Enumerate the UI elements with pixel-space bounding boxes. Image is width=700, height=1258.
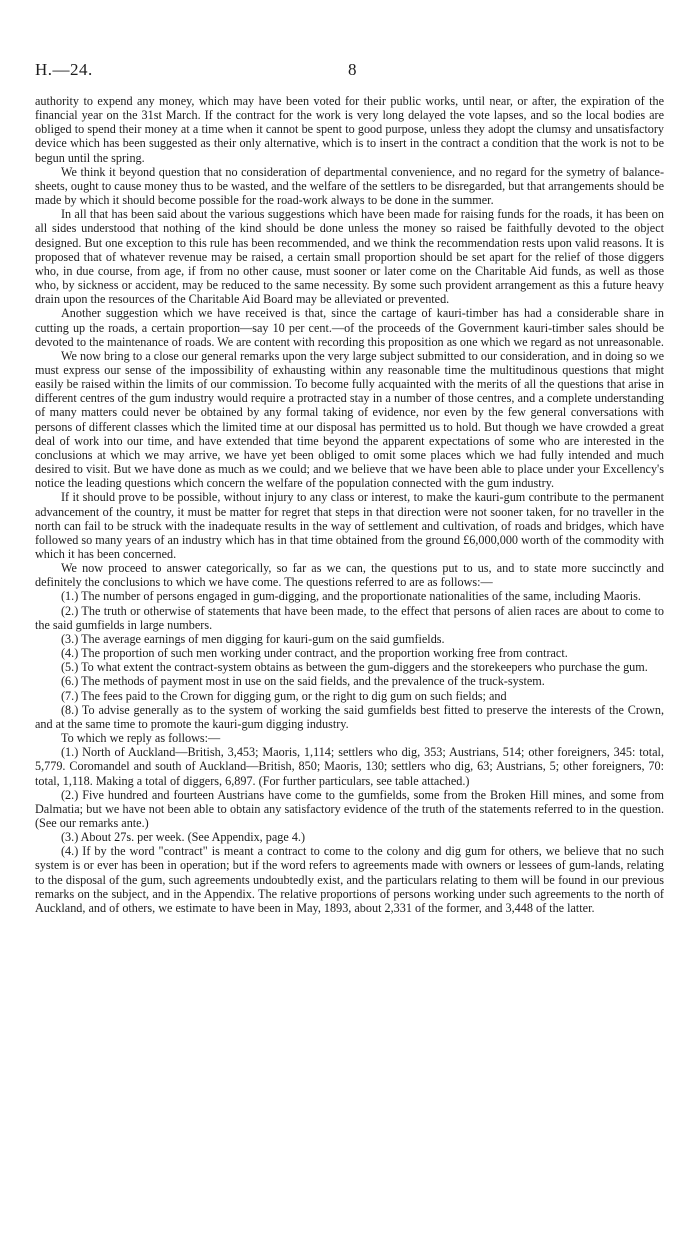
- paragraph: We now bring to a close our general remarks upon the very large subject submitted to our consideration, and in doing so we must express our sense of the impossibility of exhausting within any reasonable time the multitudinous questions that might easily be raised within the limits of our commission. To become fully acquainted with the merits of all the questions that arise in different centres of the gum industry would require a protracted stay in a number of those centres, and a complete understanding of many matters could never be obtained by any formal taking of evidence, nor even by the few general conversations with persons of different classes which the limited time at our disposal has permitted us to hold. But though we have crowded a great deal of work into our time, and have extended that time beyond the apparent expectations of some who are interested in the conclusions at which we may arrive, we have yet been obliged to omit some places which we had fully intended and much desired to visit. But we have done as much as we could; and we believe that we have been able to place under your Excellency's notice the leading questions which concern the welfare of the population connected with the gum industry.: [35, 348, 664, 491]
- paragraph: Another suggestion which we have received is that, since the cartage of kauri-timber has had a considerable share in cutting up the roads, a certain proportion—say 10 per cent.—of the proceeds of the Government kauri-timber sales should be devoted to the maintenance of roads. We are content with recording this proposition as one which we regard as not unreasonable.: [35, 306, 664, 349]
- document-reference: H.—24.: [35, 60, 93, 79]
- paragraph: To which we reply as follows:—: [61, 731, 221, 746]
- paragraph: We now proceed to answer categorically, so far as we can, the questions put to us, and to state more succinctly and definitely the conclusions to which we have come. The questions referred to are as follows:—: [35, 561, 664, 590]
- paragraph: authority to expend any money, which may have been voted for their public works, until near, or after, the expiration of the financial year on the 31st March. If the contract for the work is very long delayed the vote lapses, and so the local bodies are obliged to spend their money at a time when it cannot be spent to good purpose, unless they adopt the clumsy and unsatisfactory device which has been suggested as their only alternative, which is to insert in the contract a condition that the work is not to be begun until the spring.: [35, 94, 664, 165]
- answer-item: (2.) Five hundred and fourteen Austrians have come to the gumfields, some from the Broken Hill mines, and some from Dalmatia; but we have not been able to obtain any satisfactory evidence of the truth of the statements referred to in the question. (See our remarks ante.): [35, 787, 664, 830]
- paragraph: If it should prove to be possible, without injury to any class or interest, to make the kauri-gum contribute to the permanent advancement of the country, it must be matter for regret that steps in that direction were not sooner taken, for no traveller in the north can fail to be struck with the inadequate results in the way of settlement and cultivation, of roads and bridges, which have followed so many years of an industry which has in that time obtained from the ground £6,000,000 worth of the commodity with which it has been concerned.: [35, 490, 664, 561]
- answer-item: (1.) North of Auckland—British, 3,453; Maoris, 1,114; settlers who dig, 353; Austrians, 514; other foreigners, 345: total, 5,779. Coromandel and south of Auckland—British, 850; Maoris, 130; settlers who dig, 63; Austrians, 5; other foreigners, 70: total, 1,118. Making a total of diggers, 6,897. (For further particulars, see table attached.): [35, 745, 664, 788]
- paragraph: In all that has been said about the various suggestions which have been made for raising funds for the roads, it has been on all sides understood that nothing of the kind should be done unless the money so raised be faithfully devoted to the object designed. But one exception to this rule has been recommended, and we think the recommendation rests upon valid reasons. It is proposed that of whatever revenue may be raised, a certain small proportion should be set apart for the relief of those diggers who, in due course, from age, if from no other cause, must sooner or later come on the Charitable Aid funds, as well as those who, by sickness or accident, may be reduced to the same necessity. By some such provident arrangement as this a future heavy drain upon the resources of the Charitable Aid Board may be alleviated or prevented.: [35, 207, 664, 307]
- answer-item: (4.) If by the word "contract" is meant a contract to come to the colony and dig gum for others, we believe that no such system is or ever has been in operation; but if the word refers to agreements made with owners or lessees of gum-lands, relating to the disposal of the gum, such agreements undoubtedly exist, and the particulars relating to them will be found in our previous remarks on the subject, and in the Appendix. The relative proportions of persons working under such agreements to the north of Auckland, and of others, we estimate to have been in May, 1893, about 2,331 of the former, and 3,448 of the latter.: [35, 844, 664, 915]
- question-item: (8.) To advise generally as to the system of working the said gumfields best fitted to preserve the interests of the Crown, and at the same time to promote the kauri-gum digging industry.: [35, 702, 664, 731]
- question-item: (4.) The proportion of such men working under contract, and the proportion working free from contract.: [61, 646, 568, 661]
- paragraph: We think it beyond question that no consideration of departmental convenience, and no regard for the symetry of balance-sheets, ought to cause money thus to be wasted, and the welfare of the settlers to be disregarded, but that arrangements should be made by which it should become possible for the road-work always to be done in the summer.: [35, 164, 664, 208]
- document-body: [35, 94, 664, 915]
- answer-item: (3.) About 27s. per week. (See Appendix, page 4.): [61, 830, 306, 845]
- question-item: (5.) To what extent the contract-system obtains as between the gum-diggers and the storekeepers who purchase the gum.: [61, 660, 648, 675]
- page-number: 8: [348, 60, 357, 79]
- question-item: (3.) The average earnings of men digging for kauri-gum on the said gumfields.: [61, 631, 445, 646]
- question-item: (1.) The number of persons engaged in gum-digging, and the proportionate nationalities of the same, including Maoris.: [61, 589, 641, 604]
- question-item: (2.) The truth or otherwise of statements that have been made, to the effect that persons of alien races are about to come to the said gumfields in large numbers.: [35, 603, 664, 632]
- question-item: (6.) The methods of payment most in use on the said fields, and the prevalence of the truck-system.: [61, 674, 545, 689]
- question-item: (7.) The fees paid to the Crown for digging gum, or the right to dig gum on such fields; and: [61, 688, 507, 703]
